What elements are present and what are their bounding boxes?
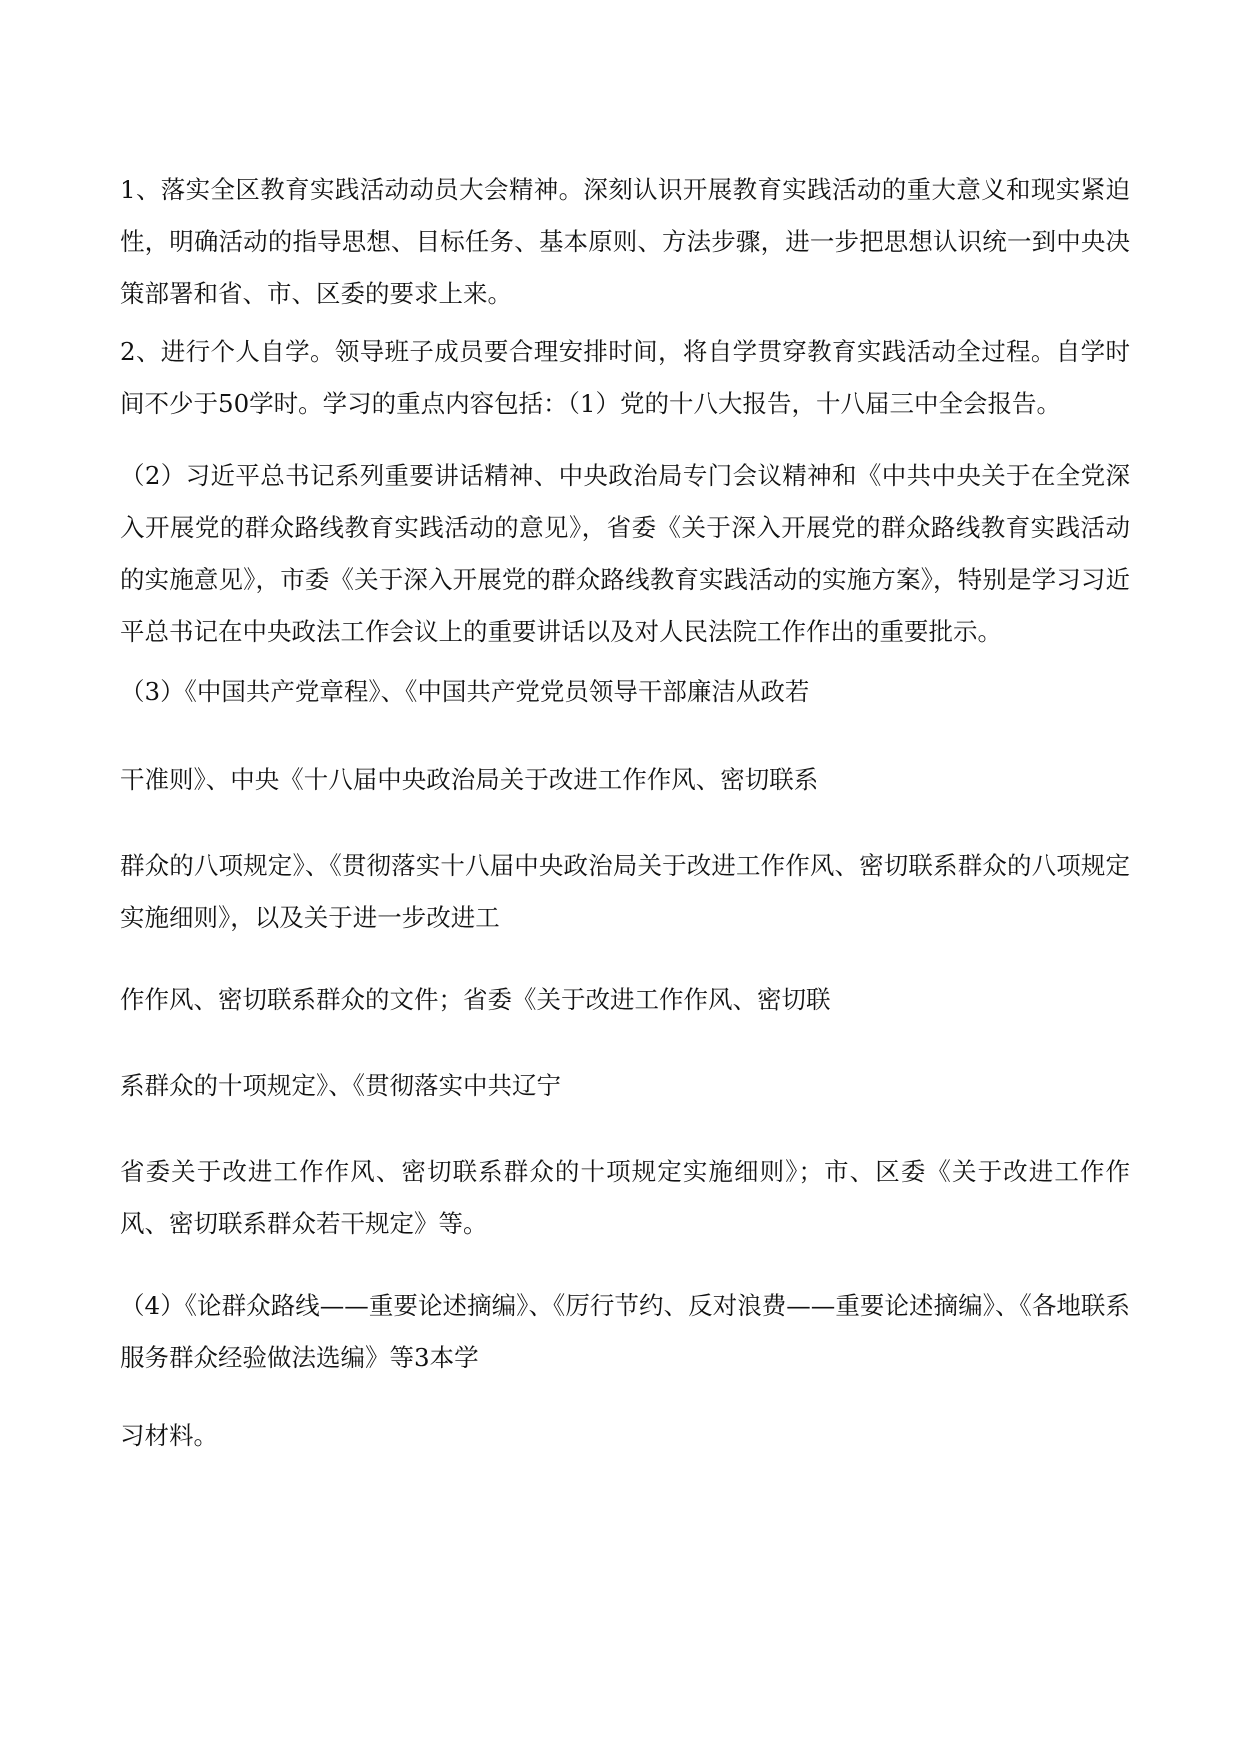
paragraph-3: （2）习近平总书记系列重要讲话精神、中央政治局专门会议精神和《中共中央关于在全党深入开展党的群众路线教育实践活动的意见》，省委《关于深入开展党的群众路线教育实践活动的实施意见》，市委《关于深入开展党的群众路线教育实践活动的实施方案》，特别是学习习近平总书记在中央政法工作会议上的重要讲话以及对人民法院工作作出的重要批示。: [120, 461, 1130, 646]
paragraph-2: 2、进行个人自学。领导班子成员要合理安排时间，将自学贯穿教育实践活动全过程。自学时间不少于50学时。学习的重点内容包括：（1）党的十八大报告，十八届三中全会报告。: [120, 337, 1130, 418]
paragraph-10: （4）《论群众路线——重要论述摘编》、《厉行节约、反对浪费——重要论述摘编》、《各地联系服务群众经验做法选编》等3本学: [120, 1291, 1130, 1372]
paragraph-11: 习材料。: [120, 1421, 218, 1450]
paragraph-1: 1、落实全区教育实践活动动员大会精神。深刻认识开展教育实践活动的重大意义和现实紧迫性，明确活动的指导思想、目标任务、基本原则、方法步骤，进一步把思想认识统一到中央决策部署和省、市、区委的要求上来。: [120, 175, 1130, 308]
paragraph-8: 系群众的十项规定》、《贯彻落实中共辽宁: [120, 1071, 561, 1100]
paragraph-7: 作作风、密切联系群众的文件；省委《关于改进工作作风、密切联: [120, 985, 831, 1014]
paragraph-5: 干准则》、中央《十八届中央政治局关于改进工作作风、密切联系: [120, 765, 819, 794]
paragraph-4: （3）《中国共产党章程》、《中国共产党党员领导干部廉洁从政若: [120, 677, 810, 706]
paragraph-9: 省委关于改进工作作风、密切联系群众的十项规定实施细则》；市、区委《关于改进工作作风、密切联系群众若干规定》等。: [120, 1157, 1130, 1238]
paragraph-6: 群众的八项规定》、《贯彻落实十八届中央政治局关于改进工作作风、密切联系群众的八项规定实施细则》，以及关于进一步改进工: [120, 851, 1130, 932]
